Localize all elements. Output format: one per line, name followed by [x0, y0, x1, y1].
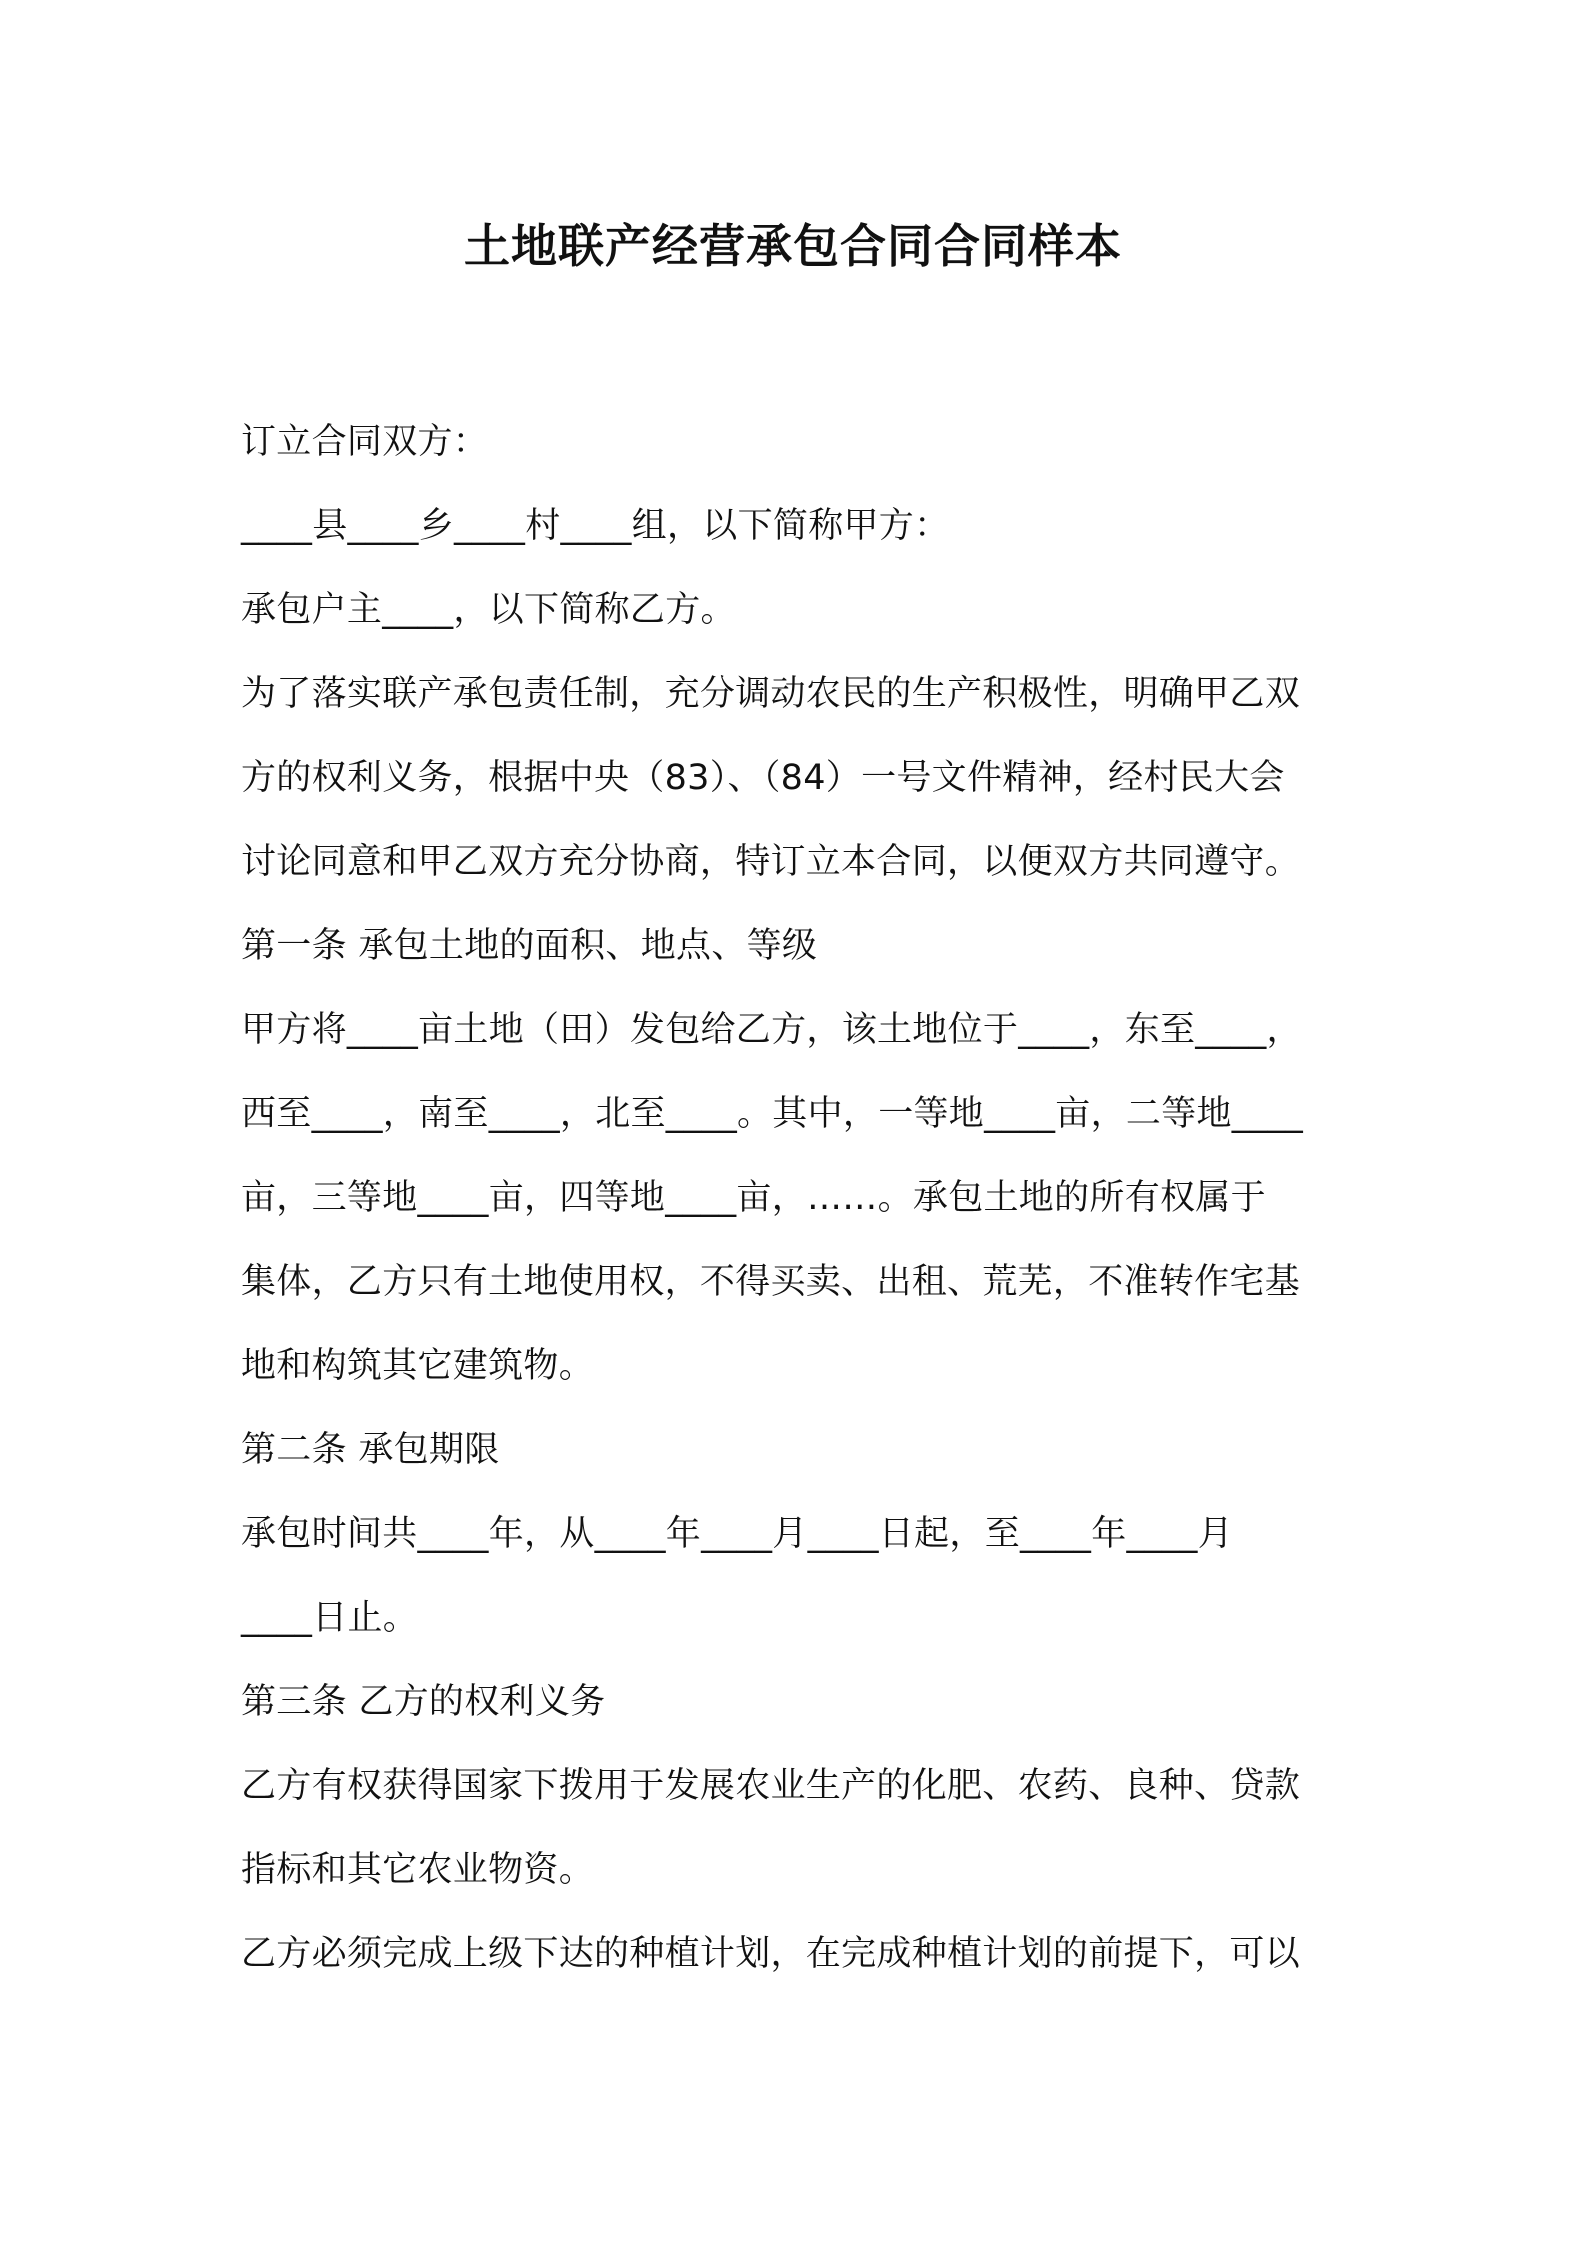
text-line: 订立合同双方：: [241, 422, 489, 462]
text-line: 西至____，南至____，北至____。其中，一等地____亩，二等地____: [241, 1094, 1304, 1134]
text-line: 指标和其它农业物资。: [241, 1850, 595, 1890]
text-line: 甲方将____亩土地（田）发包给乙方，该土地位于____，东至____，: [241, 1010, 1302, 1050]
text-line: 承包户主____，以下简称乙方。: [241, 590, 736, 630]
text-line: 方的权利义务，根据中央（83）、（84）一号文件精神，经村民大会: [241, 758, 1285, 798]
section-heading: 第二条 承包期限: [241, 1430, 500, 1470]
document-title: 土地联产经营承包合同合同样本: [464, 219, 1122, 273]
text-line: 讨论同意和甲乙双方充分协商，特订立本合同，以便双方共同遵守。: [241, 842, 1301, 882]
text-line: 乙方有权获得国家下拨用于发展农业生产的化肥、农药、良种、贷款: [241, 1766, 1301, 1806]
text-line: 亩，三等地____亩，四等地____亩，……。承包土地的所有权属于: [241, 1178, 1266, 1218]
text-line: ____日止。: [241, 1598, 419, 1638]
text-line: 承包时间共____年，从____年____月____日起，至____年____月: [241, 1514, 1234, 1554]
text-line: 乙方必须完成上级下达的种植计划，在完成种植计划的前提下，可以: [241, 1934, 1301, 1974]
document-body: [241, 400, 1356, 1996]
section-heading: 第三条 乙方的权利义务: [241, 1682, 606, 1722]
text-line: ____县____乡____村____组，以下简称甲方：: [241, 506, 950, 546]
text-line: 为了落实联产承包责任制，充分调动农民的生产积极性，明确甲乙双: [241, 674, 1301, 714]
text-line: 集体，乙方只有土地使用权，不得买卖、出租、荒芜，不准转作宅基: [241, 1262, 1301, 1302]
text-line: 地和构筑其它建筑物。: [241, 1346, 595, 1386]
section-heading: 第一条 承包土地的面积、地点、等级: [241, 926, 818, 966]
